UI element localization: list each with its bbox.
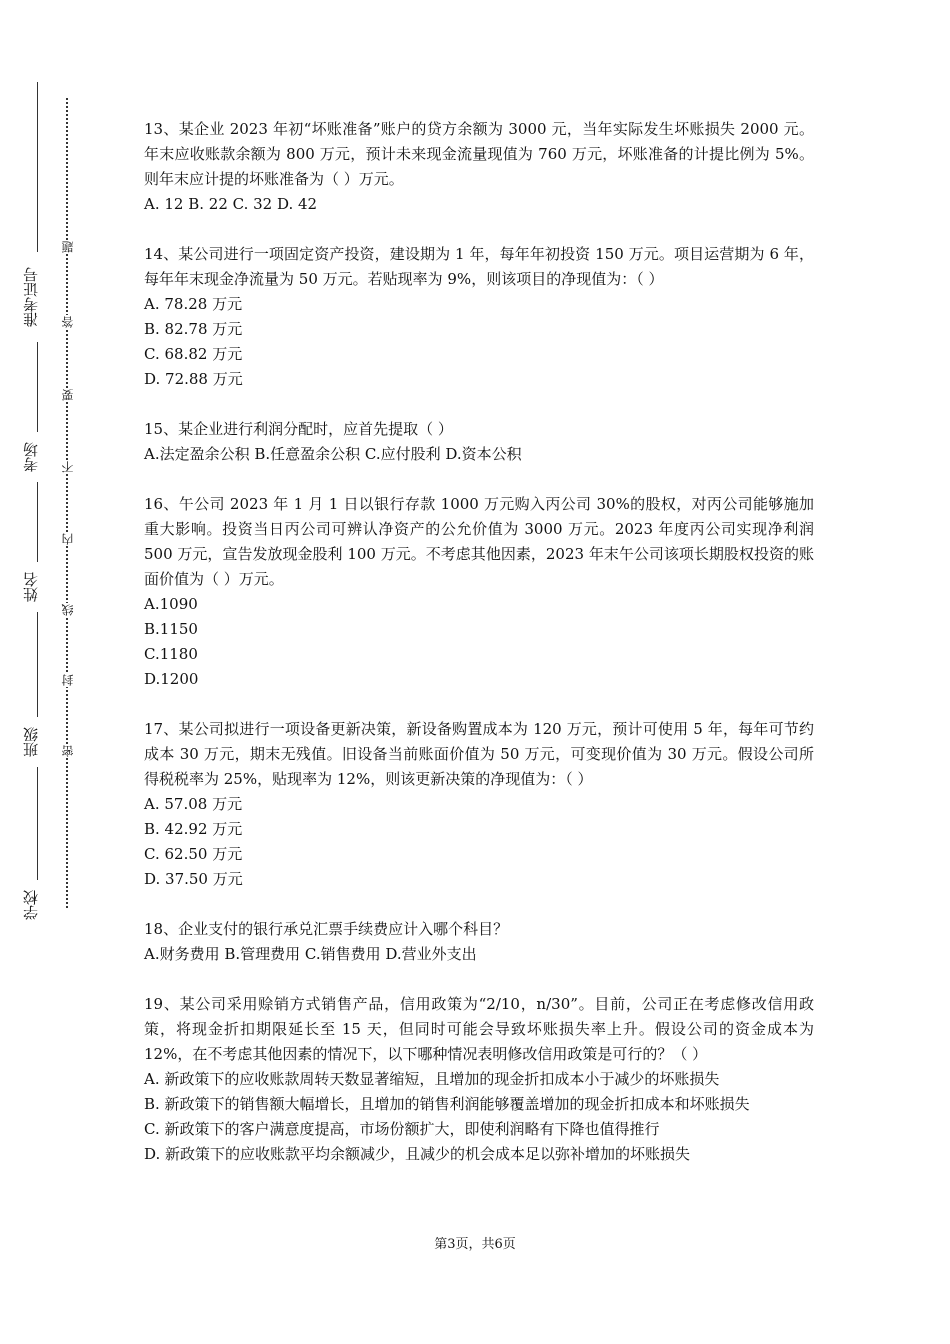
seal-char: 封 <box>61 674 75 686</box>
margin-line <box>37 482 38 562</box>
question-options: A.法定盈余公积 B.任意盈余公积 C.应付股利 D.资本公积 <box>144 445 522 463</box>
option-b: B. 42.92 万元 <box>144 820 243 838</box>
option-a: A. 78.28 万元 <box>144 295 243 313</box>
margin-line <box>37 767 38 880</box>
option-a: A.1090 <box>144 595 198 613</box>
question-14 <box>144 242 814 392</box>
exam-room-label: 考场 <box>22 442 40 472</box>
question-15 <box>144 417 814 467</box>
question-stem: 16、午公司 2023 年 1 月 1 日以银行存款 1000 万元购入丙公司 30%的股权，对丙公司能够施加重大影响。投资当日丙公司可辨认净资产的公允价值为 3000 万元。2023 年度丙公司实现净利润 500 万元，宣告发放现金股利 100 万元。不考虑其他因素，2023 年末午公司该项长期股权投资的账面价值为（ ）万元。 <box>144 495 814 588</box>
question-16 <box>144 492 814 692</box>
option-a: A. 57.08 万元 <box>144 795 243 813</box>
option-c: C. 新政策下的客户满意度提高，市场份额扩大，即使利润略有下降也值得推行 <box>144 1120 660 1138</box>
option-d: D.1200 <box>144 670 199 688</box>
seal-char: 要 <box>61 389 75 401</box>
question-19 <box>144 992 814 1167</box>
option-c: C.1180 <box>144 645 198 663</box>
seal-char: 内 <box>61 533 75 545</box>
option-c: C. 62.50 万元 <box>144 845 243 863</box>
seal-char: 线 <box>61 604 75 616</box>
class-label: 班级 <box>22 727 40 757</box>
margin-line <box>37 342 38 432</box>
seal-char: 不 <box>61 461 75 473</box>
question-stem: 13、某企业 2023 年初“坏账准备”账户的贷方余额为 3000 元，当年实际发生坏账损失 2000 元。年末应收账款余额为 800 万元，预计未来现金流量现值为 760 万元，坏账准备的计提比例为 5%。则年末应计提的坏账准备为（ ）万元。 <box>144 120 814 188</box>
seal-char: 密 <box>61 745 75 757</box>
question-stem: 17、某公司拟进行一项设备更新决策，新设备购置成本为 120 万元，预计可使用 5 年，每年可节约成本 30 万元，期末无残值。旧设备当前账面价值为 50 万元，可变现价值为 30 万元。假设公司所得税税率为 25%，贴现率为 12%，则该更新决策的净现值为：（ ） <box>144 720 814 788</box>
question-stem: 19、某公司采用赊销方式销售产品，信用政策为“2/10，n/30”。目前，公司正在考虑修改信用政策，将现金折扣期限延长至 15 天，但同时可能会导致坏账损失率上升。假设公司的资金成本为 12%，在不考虑其他因素的情况下，以下哪种情况表明修改信用政策是可行的？（ ） <box>144 995 814 1063</box>
seal-dotted-line <box>66 98 68 908</box>
question-stem: 14、某公司进行一项固定资产投资，建设期为 1 年，每年年初投资 150 万元。项目运营期为 6 年，每年年末现金净流量为 50 万元。若贴现率为 9%，则该项目的净现值为：（ ） <box>144 245 814 288</box>
seal-char: 题 <box>61 241 75 253</box>
seal-char: 答 <box>61 316 75 328</box>
question-13 <box>144 117 814 217</box>
question-17 <box>144 717 814 892</box>
option-a: A. 新政策下的应收账款周转天数显著缩短，且增加的现金折扣成本小于减少的坏账损失 <box>144 1070 720 1088</box>
page-number: 第3页，共6页 <box>434 1237 516 1252</box>
option-b: B. 82.78 万元 <box>144 320 243 338</box>
question-options: A. 12 B. 22 C. 32 D. 42 <box>144 195 318 213</box>
question-18 <box>144 917 814 967</box>
margin-line <box>37 612 38 717</box>
name-label: 姓名 <box>22 572 40 602</box>
exam-number-label: 准考证号 <box>22 267 40 327</box>
school-label: 学校 <box>22 890 40 920</box>
question-list <box>144 117 814 1192</box>
question-stem: 18、企业支付的银行承兑汇票手续费应计入哪个科目？ <box>144 920 509 938</box>
margin-line <box>37 82 38 252</box>
option-c: C. 68.82 万元 <box>144 345 243 363</box>
option-b: B.1150 <box>144 620 198 638</box>
binding-margin <box>0 0 120 1344</box>
option-d: D. 新政策下的应收账款平均余额减少，且减少的机会成本足以弥补增加的坏账损失 <box>144 1145 691 1163</box>
question-stem: 15、某企业进行利润分配时，应首先提取（ ） <box>144 420 453 438</box>
question-options: A.财务费用 B.管理费用 C.销售费用 D.营业外支出 <box>144 945 477 963</box>
option-d: D. 72.88 万元 <box>144 370 243 388</box>
option-b: B. 新政策下的销售额大幅增长，且增加的销售利润能够覆盖增加的现金折扣成本和坏账损失 <box>144 1095 750 1113</box>
option-d: D. 37.50 万元 <box>144 870 243 888</box>
